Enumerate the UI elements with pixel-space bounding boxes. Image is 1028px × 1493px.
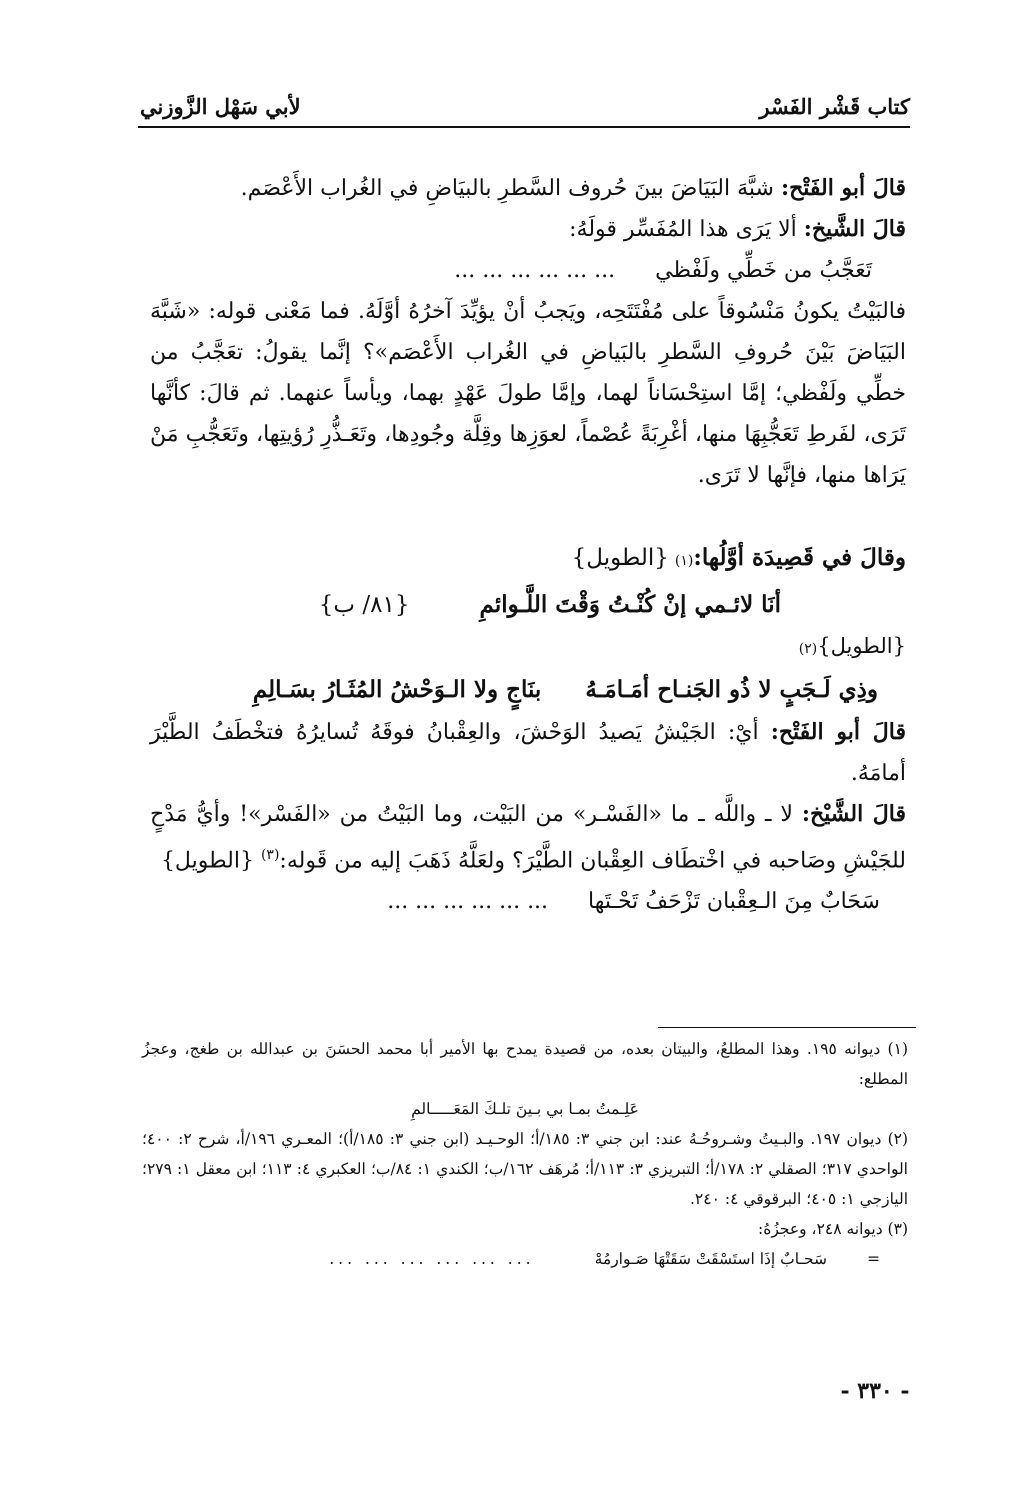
- speaker-label: قالَ أبو الفَتْح:: [770, 719, 906, 745]
- footnotes: [142, 1034, 908, 1274]
- verse-couplet: [150, 668, 906, 712]
- footnote-continued-mark: =: [867, 1250, 880, 1268]
- speaker-label: قالَ الشَّيْخ:: [801, 801, 907, 827]
- meter-line: [150, 627, 906, 668]
- main-text: [150, 168, 906, 922]
- footnote-1: [142, 1034, 908, 1094]
- footnote-ref: (٣): [260, 847, 280, 863]
- header-book-title: كتاب قَشْر الفَسْر: [759, 93, 910, 119]
- paragraph-text: لا ـ واللَّه ـ ما «الفَسْـر» من البَيْت، وما البَيْتُ من «الفَسْر»! وأيُّ مَدْحٍ للجَيْشِ وصَاحبه في اخْتطَاف العِقْبان الطَّيْرَ؟ ولعَلَّهُ ذَهَبَ إليه من قَوله:: [150, 802, 906, 874]
- hemistich-right: وذِي لَـجَبٍ لا ذُو الجَنـاح أمَـامَـهُ: [585, 676, 878, 703]
- meter-label: {الطويل}: [160, 848, 254, 874]
- speaker-label: قالَ أبو الفَتْح:: [780, 175, 906, 201]
- speaker-label: قالَ الشَّيخ:: [803, 216, 906, 242]
- hemistich-left: بنَاجٍ ولا الـوَحْشُ المُثَـارُ بسَـالِمِ: [252, 676, 542, 703]
- footnote-3-verse: [142, 1244, 908, 1274]
- poem-intro: [150, 536, 906, 583]
- footnote-3: [142, 1214, 908, 1244]
- verse-text: تَعَجَّبُ من خَطِّي ولَفْظي: [655, 258, 872, 283]
- page-number: - ٣٣٠ -: [840, 1378, 910, 1404]
- hemistich-text: أنَا لائـمي إنْ كُنْـتُ وَقْتَ اللَّـوائمِ: [479, 591, 781, 618]
- header-rule: [138, 126, 910, 128]
- paragraph-text: شبَّهَ البَيَاضَ بينَ حُروف السَّطرِ بالبيَاضِ في الغُراب الأَعْصَم.: [240, 176, 781, 201]
- paragraph-commentary: [150, 291, 906, 496]
- running-header: [140, 86, 910, 126]
- verse-ellipsis: ... ... ... ... ... ...: [387, 889, 549, 915]
- footnote-text: (٣) ديوانه ٢٤٨، وعجزُهُ:: [757, 1220, 908, 1238]
- manuscript-folio-ref: {٨١/ ب}: [318, 592, 410, 618]
- footnote-text: (١) ديوانه ١٩٥. وهذا المطلعُ، والبيتان بعده، من قصيدة يمدح بها الأمير أبا محمد الحسَنَ بن عبدالله بن طغج، وعجزُ المطلع:: [142, 1040, 908, 1088]
- footnote-verse-text: سَحـابٌ إذَا استَسْقَتْ سَقَتْهَا صَـوارمُهْ: [594, 1250, 827, 1268]
- opening-hemistich: [150, 583, 906, 627]
- footnote-2: [142, 1124, 908, 1214]
- paragraph-sheikh-1: [150, 209, 906, 250]
- footnote-text: (٢) ديوان ١٩٧. والبـيتُ وشـروحُـهُ عند: ابن جني ٣: ١٨٥/أ؛ الوحـيـد (ابن جني ٣: ١٨٥/أ)؛ المعـري ١٩٦/أ، شرح ٢: ٤٠٠؛ الواحدي ٣١٧؛ الصقلي ٢: ١٧٨/أ؛ التبريزي ٣: ١١٣/أ؛ مُرهَف ١٦٢/ب؛ الكندي ١: ٨٤/ب؛ العكبري ٤: ١١٣؛ ابن معقل ١: ٢٧٩؛ اليازجي ١: ٤٠٥؛ البرقوقي ٤: ٢٤٠.: [142, 1130, 909, 1208]
- footnote-verse-ellipsis: ... ... ... ... ... ...: [329, 1250, 535, 1268]
- quoted-verse-1: [150, 250, 906, 291]
- footnote-ref: (٢): [798, 641, 818, 657]
- meter-label: {الطويل}: [571, 545, 669, 571]
- paragraph-text: أيْ: الجَيْشُ يَصيدُ الوَحْشَ، والعِقْبانُ فوقَهُ تُسايرُهُ فتخْطَفُ الطَّيْرَ أمامَهُ.: [150, 720, 906, 786]
- paragraph-text: فالبَيْتُ يكونُ مَنْسُوقاً على مُفْتَتَحِه، ويَجبُ أنْ يؤيِّدَ آخرُهُ أوَّلَهُ. فما مَعْنى قوله: «شَبَّهَ البَيَاضَ بَيْنَ حُروفِ السَّطرِ بالبَياضِ في الغُراب الأَعْصَم»؟ إنَّما يقولُ: تعَجَّبُ من خطِّي ولَفْظي؛ إمَّا استِحْسَاناً لهما، وإمَّا طولَ عَهْدٍ بهما، ويأساً عنهما. ثم قالَ: كأنَّها تَرَى، لفَرطِ تَعَجُّبِهَا منها، أغْرِبَةً عُصْماً، لعوَزِها وقِلَّة وجُودِها، وتَعَـذُّرِ رُؤيتِها، وتَعَجُّبِ مَنْ يَرَاها منها، فإنَّها لا تَرَى.: [150, 299, 906, 488]
- footnote-1-verse: عَلِـمتُ بمـا بي بـينَ تلـكَ المَعَـــــالمِ: [411, 1100, 639, 1118]
- paragraph-text: ألا يَرَى هذا المُفَسِّر قولَهُ:: [569, 217, 804, 242]
- paragraph-sheikh-2: [150, 794, 906, 881]
- paragraph-abu-alfath-1: [150, 168, 906, 209]
- footnote-rule: [658, 1027, 916, 1028]
- poem-intro-text: وقالَ في قَصِيدَة أوَّلُها:: [693, 544, 906, 571]
- paragraph-abu-alfath-2: [150, 712, 906, 794]
- verse-ellipsis: ... ... ... ... ... ...: [454, 258, 616, 283]
- verse-text: سَحَابٌ مِنَ الـعِقْبان تَزْحَفُ تَحْـتَها: [588, 889, 880, 915]
- footnote-ref: (١): [674, 553, 694, 569]
- header-author: لأبي سَهْل الزَّوزني: [140, 93, 301, 119]
- quoted-verse-2: [150, 881, 906, 922]
- meter-label: {الطويل}: [817, 634, 906, 658]
